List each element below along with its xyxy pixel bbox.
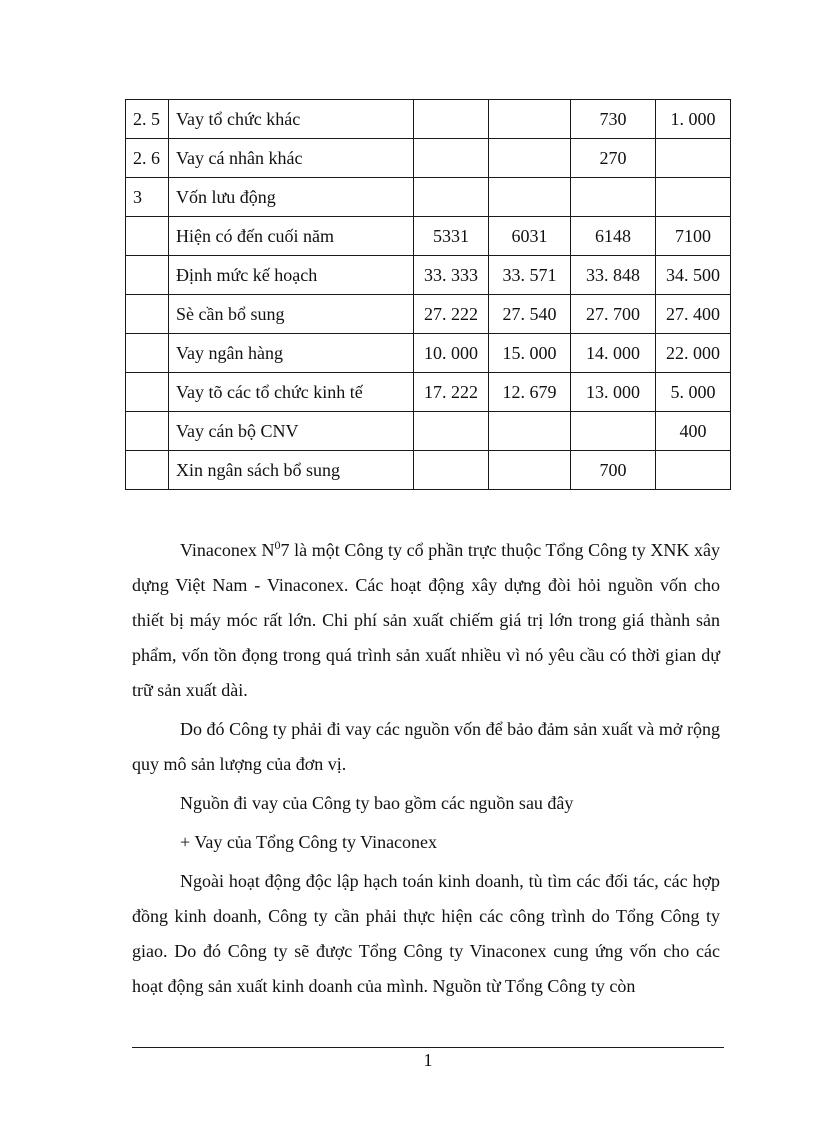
table-row: [126, 139, 731, 178]
table-row: [126, 334, 731, 373]
value-cell-col1: 27. 222: [414, 295, 489, 334]
table-row: [126, 451, 731, 490]
row-number-cell: [126, 334, 169, 373]
value-cell-col4: [656, 139, 731, 178]
value-cell-col3: 700: [571, 451, 656, 490]
value-cell-col3: 13. 000: [571, 373, 656, 412]
page-number: 1: [423, 1050, 433, 1070]
value-cell-col2: [489, 139, 571, 178]
table-row: [126, 412, 731, 451]
paragraph-intro: [132, 533, 720, 708]
value-cell-col2: [489, 451, 571, 490]
value-cell-col1: [414, 100, 489, 139]
value-cell-col3: 730: [571, 100, 656, 139]
value-cell-col1: [414, 178, 489, 217]
value-cell-col4: 1. 000: [656, 100, 731, 139]
row-number-cell: [126, 295, 169, 334]
table-row: [126, 100, 731, 139]
row-number-cell: [126, 412, 169, 451]
row-number-cell: [126, 256, 169, 295]
value-cell-col3: [571, 412, 656, 451]
value-cell-col1: [414, 451, 489, 490]
value-cell-col2: [489, 412, 571, 451]
row-label-cell: Vay cá nhân khác: [169, 139, 414, 178]
paragraph-sources: Nguồn đi vay của Công ty bao gồm các nguồn sau đây: [180, 793, 574, 813]
value-cell-col2: [489, 178, 571, 217]
value-cell-col1: 17. 222: [414, 373, 489, 412]
value-cell-col1: 5331: [414, 217, 489, 256]
value-cell-col1: [414, 139, 489, 178]
paragraph-vinaconex-loan: + Vay của Tổng Công ty Vinaconex: [180, 832, 438, 852]
value-cell-col2: 12. 679: [489, 373, 571, 412]
paragraph-borrowing: Do đó Công ty phải đi vay các nguồn vốn để bảo đảm sản xuất và mở rộng quy mô sản lượng của đơn vị.: [132, 719, 720, 774]
row-label-cell: Vay ngân hàng: [169, 334, 414, 373]
intro-superscript: 0: [274, 538, 281, 552]
value-cell-col2: [489, 100, 571, 139]
row-number-cell: 3: [126, 178, 169, 217]
row-label-cell: Vay cán bộ CNV: [169, 412, 414, 451]
value-cell-col4: 400: [656, 412, 731, 451]
intro-company-name: Vinaconex N: [180, 540, 275, 560]
value-cell-col3: 33. 848: [571, 256, 656, 295]
row-label-cell: Vốn lưu động: [169, 178, 414, 217]
row-label-cell: Sè cần bổ sung: [169, 295, 414, 334]
row-label-cell: Xin ngân sách bổ sung: [169, 451, 414, 490]
value-cell-col3: 6148: [571, 217, 656, 256]
value-cell-col3: 270: [571, 139, 656, 178]
table-row: [126, 178, 731, 217]
row-label-cell: Định mức kế hoạch: [169, 256, 414, 295]
row-number-cell: [126, 451, 169, 490]
value-cell-col4: 7100: [656, 217, 731, 256]
value-cell-col4: 34. 500: [656, 256, 731, 295]
value-cell-col2: 6031: [489, 217, 571, 256]
row-number-cell: 2. 6: [126, 139, 169, 178]
row-label-cell: Vay tổ chức khác: [169, 100, 414, 139]
intro-text: 7 là một Công ty cổ phần trực thuộc Tổng Công ty XNK xây dựng Việt Nam - Vinaconex. Các hoạt động xây dựng đòi hỏi nguồn vốn cho thiết bị máy móc rất lớn. Chi phí sản xuất chiếm giá trị lớn trong giá thành sản phẩm, vốn tồn đọng trong quá trình sản xuất nhiều vì nó yêu cầu có thời gian dự trữ sản xuất dài.: [132, 540, 720, 700]
row-number-cell: [126, 217, 169, 256]
value-cell-col3: 14. 000: [571, 334, 656, 373]
row-label-cell: Hiện có đến cuối năm: [169, 217, 414, 256]
value-cell-col1: 33. 333: [414, 256, 489, 295]
table-row: [126, 256, 731, 295]
value-cell-col1: [414, 412, 489, 451]
value-cell-col2: 33. 571: [489, 256, 571, 295]
table-row: [126, 373, 731, 412]
capital-table: [125, 99, 731, 490]
table-row: [126, 217, 731, 256]
value-cell-col4: 22. 000: [656, 334, 731, 373]
capital-table-body: [126, 100, 731, 490]
body-text: [132, 533, 720, 1008]
value-cell-col2: 15. 000: [489, 334, 571, 373]
value-cell-col2: 27. 540: [489, 295, 571, 334]
value-cell-col3: 27. 700: [571, 295, 656, 334]
value-cell-col4: [656, 451, 731, 490]
value-cell-col4: 27. 400: [656, 295, 731, 334]
value-cell-col4: 5. 000: [656, 373, 731, 412]
row-number-cell: [126, 373, 169, 412]
value-cell-col4: [656, 178, 731, 217]
row-number-cell: 2. 5: [126, 100, 169, 139]
row-label-cell: Vay tõ các tổ chức kinh tế: [169, 373, 414, 412]
value-cell-col3: [571, 178, 656, 217]
table-row: [126, 295, 731, 334]
footer-divider: [132, 1047, 724, 1048]
paragraph-independent-accounting: Ngoài hoạt động độc lập hạch toán kinh doanh, tù tìm các đối tác, các hợp đồng kinh doanh, Công ty cần phải thực hiện các công trình do Tổng Công ty giao. Do đó Công ty sẽ được Tổng Công ty Vinaconex cung ứng vốn cho các hoạt động sản xuất kinh doanh của mình. Nguồn từ Tổng Công ty còn: [132, 871, 720, 996]
value-cell-col1: 10. 000: [414, 334, 489, 373]
